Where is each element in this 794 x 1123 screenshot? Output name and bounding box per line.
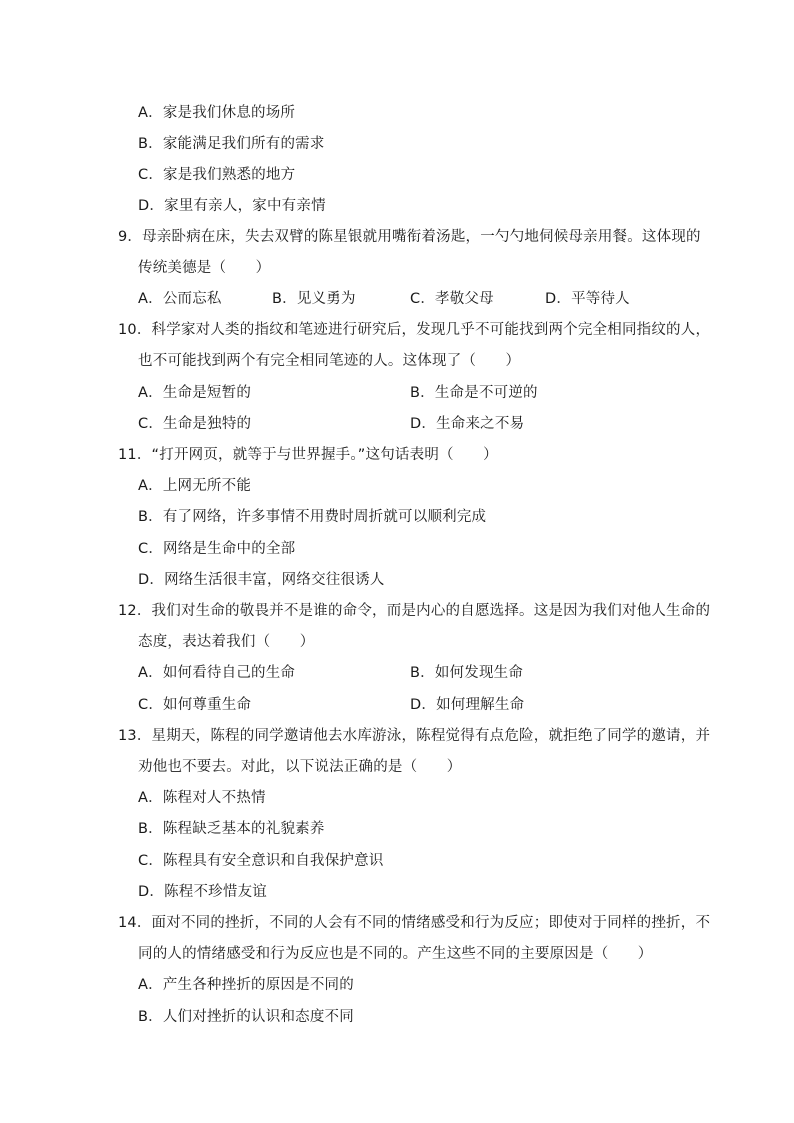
q9-option-d: D．平等待人 xyxy=(545,291,630,307)
q9-stem-line1: 9．母亲卧病在床，失去双臂的陈星银就用嘴衔着汤匙，一勺勺地伺候母亲用餐。这体现的 xyxy=(118,229,701,245)
q10-stem-line2: 也不可能找到两个有完全相同笔迹的人。这体现了（ ） xyxy=(138,353,521,369)
q13-option-d: D．陈程不珍惜友谊 xyxy=(138,884,267,900)
q9-option-a: A．公而忘私 xyxy=(138,291,222,307)
q9-option-c: C．孝敬父母 xyxy=(410,291,494,307)
q10-option-d: D．生命来之不易 xyxy=(410,416,525,432)
q8-option-b: B．家能满足我们所有的需求 xyxy=(138,136,325,152)
q10-option-a: A．生命是短暂的 xyxy=(138,385,252,401)
q12-option-a: A．如何看待自己的生命 xyxy=(138,665,296,681)
q12-stem-line2: 态度，表达着我们（ ） xyxy=(138,634,315,650)
q10-option-c: C．生命是独特的 xyxy=(138,416,252,432)
q10-stem-line1: 10．科学家对人类的指纹和笔迹进行研究后，发现几乎不可能找到两个完全相同指纹的人， xyxy=(118,322,711,338)
q8-option-d: D．家里有亲人，家中有亲情 xyxy=(138,198,326,214)
q12-option-d: D．如何理解生命 xyxy=(410,697,525,713)
q12-option-c: C．如何尊重生命 xyxy=(138,697,252,713)
q11-option-a: A．上网无所不能 xyxy=(138,478,252,494)
q13-stem-line2: 劝他也不要去。对此，以下说法正确的是（ ） xyxy=(138,759,462,775)
q11-option-b: B．有了网络，许多事情不用费时周折就可以顺利完成 xyxy=(138,509,487,525)
q9-option-b: B．见义勇为 xyxy=(272,291,356,307)
q13-stem-line1: 13．星期天，陈程的同学邀请他去水库游泳，陈程觉得有点危险，就拒绝了同学的邀请，并 xyxy=(118,728,711,744)
q11-stem-line1: 11．“打开网页，就等于与世界握手。”这句话表明（ ） xyxy=(118,447,498,463)
q14-option-b: B．人们对挫折的认识和态度不同 xyxy=(138,1009,354,1025)
q14-stem-line2: 同的人的情绪感受和行为反应也是不同的。产生这些不同的主要原因是（ ） xyxy=(138,946,653,962)
q8-option-c: C．家是我们熟悉的地方 xyxy=(138,167,296,183)
q13-option-a: A．陈程对人不热情 xyxy=(138,790,266,806)
q13-option-b: B．陈程缺乏基本的礼貌素养 xyxy=(138,821,325,837)
q10-option-b: B．生命是不可逆的 xyxy=(410,385,538,401)
q14-option-a: A．产生各种挫折的原因是不同的 xyxy=(138,977,354,993)
q12-stem-line1: 12．我们对生命的敬畏并不是谁的命令，而是内心的自愿选择。这是因为我们对他人生命的 xyxy=(118,603,711,619)
q8-option-a: A．家是我们休息的场所 xyxy=(138,105,296,121)
q9-stem-line2: 传统美德是（ ） xyxy=(138,260,271,276)
q14-stem-line1: 14．面对不同的挫折，不同的人会有不同的情绪感受和行为反应；即使对于同样的挫折，不 xyxy=(118,915,711,931)
q11-option-c: C．网络是生命中的全部 xyxy=(138,541,296,557)
q12-option-b: B．如何发现生命 xyxy=(410,665,524,681)
q11-option-d: D．网络生活很丰富，网络交往很诱人 xyxy=(138,572,385,588)
q13-option-c: C．陈程具有安全意识和自我保护意识 xyxy=(138,853,384,869)
